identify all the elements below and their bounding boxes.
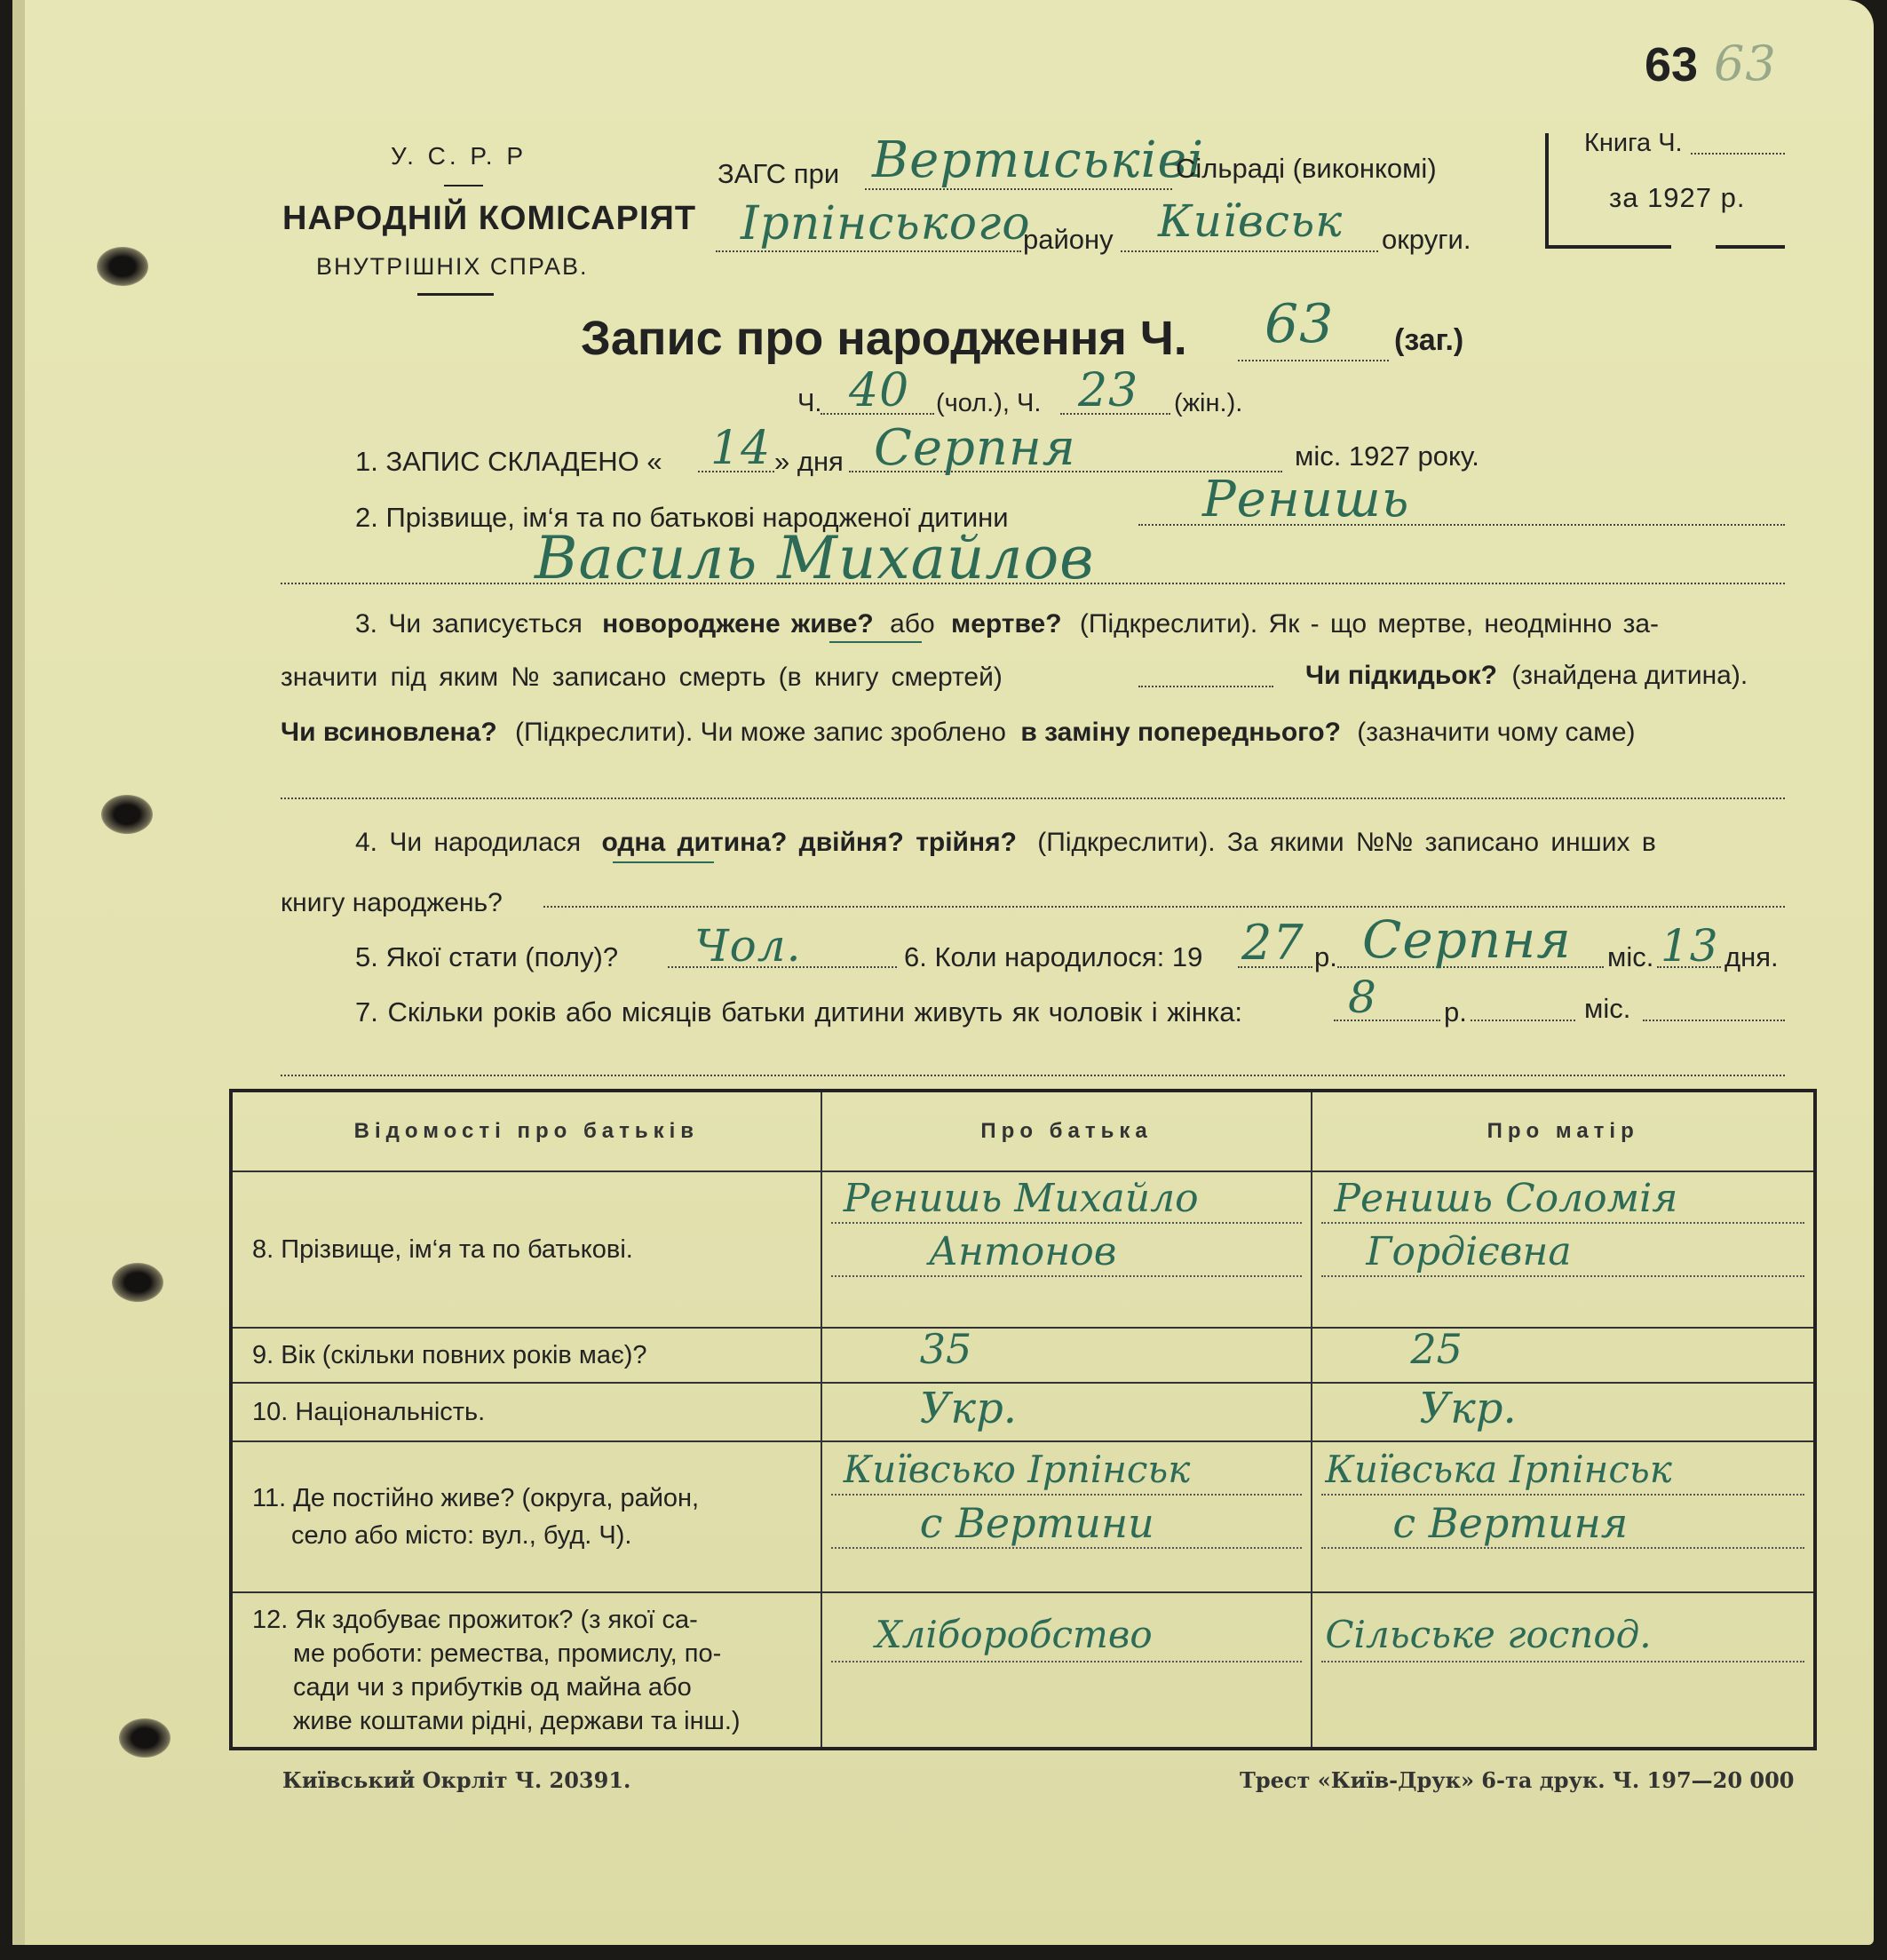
fill-line <box>1321 1661 1804 1662</box>
father-patronymic-handwritten: Антонов <box>928 1229 1117 1274</box>
birth-day-handwritten: 13 <box>1661 920 1719 972</box>
foundling-option: Чи підкидьок? <box>1305 661 1497 690</box>
table-row <box>231 1171 1815 1328</box>
left-binding-edge <box>12 0 25 1945</box>
table-row <box>231 1441 1815 1592</box>
item-3-line-2-tail <box>1305 661 1748 691</box>
mother-occupation-handwritten: Сільське господ. <box>1325 1613 1652 1656</box>
item-5-label: 5. Якої стати (полу)? <box>355 941 619 972</box>
book-label: Книга Ч. <box>1584 129 1683 157</box>
item-3-text: (Підкреслити). Чи може запис зроблено <box>515 718 1006 747</box>
column-header: Про матір <box>1312 1091 1815 1171</box>
row-label-line: 11. Де постійно живе? (округа, район, <box>252 1484 700 1512</box>
table-row <box>231 1592 1815 1749</box>
fill-line <box>1321 1494 1804 1496</box>
row-label-line: живе коштами рідні, держави та інш.) <box>293 1706 741 1735</box>
months-label: міс. <box>1584 993 1631 1024</box>
district-label: району <box>1023 224 1114 255</box>
mother-occupation-cell <box>1312 1592 1815 1749</box>
book-year: за 1927 р. <box>1609 182 1746 213</box>
table-header-row <box>231 1091 1815 1171</box>
father-name-cell <box>821 1171 1312 1328</box>
commissariat-title: НАРОДНІЙ КОМІСАРІЯТ <box>282 200 697 237</box>
record-year-label: міс. 1927 року. <box>1295 440 1479 472</box>
punch-hole <box>97 247 148 286</box>
record-number-handwritten: 63 <box>1265 293 1335 355</box>
record-month-handwritten: Серпня <box>874 419 1076 477</box>
mother-age-handwritten: 25 <box>1410 1325 1463 1373</box>
page-number: 63 <box>1645 38 1699 91</box>
row-label-line: ме роботи: ремества, промислу, по- <box>293 1639 722 1668</box>
record-day-handwritten: 14 <box>710 422 772 475</box>
father-age-cell <box>821 1325 1312 1383</box>
table-row <box>231 1328 1815 1383</box>
item-4-text: (Підкреслити). За якими №№ записано инших в <box>1037 828 1656 857</box>
item-4-multiplicity-options: одна дитина? двійня? трійня? <box>601 828 1017 857</box>
father-residence-cell <box>821 1441 1312 1592</box>
republic-label: У. С. Р. Р <box>391 142 527 170</box>
fill-line <box>1321 1547 1804 1549</box>
item-7-label: 7. Скільки років або місяців батьки дитини живуть як чоловік і жінка: <box>355 996 1243 1028</box>
footer-printer: Трест «Київ-Друк» 6-та друк. Ч. 197—20 000 <box>1240 1767 1795 1793</box>
okrug-handwritten: Київськ <box>1158 195 1344 247</box>
page-number-handwritten: 63 <box>1714 36 1777 91</box>
parents-table <box>229 1089 1817 1750</box>
father-nationality-handwritten: Укр. <box>919 1384 1018 1433</box>
father-occupation-handwritten: Хліборобство <box>875 1613 1153 1656</box>
item-3-line-2 <box>281 663 1003 693</box>
fill-line <box>281 797 1785 799</box>
father-occupation-cell <box>821 1592 1312 1749</box>
father-nationality-cell <box>821 1383 1312 1441</box>
fill-line <box>543 906 1785 908</box>
mother-name-handwritten: Ренишь Соломія <box>1334 1176 1678 1221</box>
year-label: р. <box>1314 941 1337 972</box>
village-handwritten: Вертиськіві <box>872 131 1205 189</box>
zags-suffix: Сільраді (виконкомі) <box>1176 153 1437 184</box>
child-sex-handwritten: Чол. <box>694 920 802 972</box>
fill-line <box>1238 360 1389 361</box>
row-label <box>231 1441 821 1592</box>
day-label: » дня <box>774 446 844 477</box>
okrug-label: округи. <box>1382 224 1471 255</box>
book-box-border <box>1545 133 1549 247</box>
row-label: 10. Національність. <box>231 1383 821 1441</box>
item-2-label: 2. Прізвище, ім‘я та по батькові народженої дитини <box>355 502 1009 533</box>
divider <box>444 185 483 186</box>
underline-mark <box>829 641 922 643</box>
mother-nationality-handwritten: Укр. <box>1419 1384 1517 1433</box>
department-label: ВНУТРІШНІХ СПРАВ. <box>316 253 589 280</box>
years-label: р. <box>1444 996 1467 1028</box>
mother-nationality-cell <box>1312 1383 1815 1441</box>
fill-line <box>281 1075 1785 1076</box>
column-header: Відомості про батьків <box>231 1091 821 1171</box>
column-header: Про батька <box>821 1091 1312 1171</box>
mother-name-cell <box>1312 1171 1815 1328</box>
father-residence-line-1-handwritten: Київсько Ірпінськ <box>843 1448 1191 1491</box>
marriage-years-handwritten: 8 <box>1348 972 1377 1023</box>
record-title: Запис про народження Ч. <box>581 312 1187 365</box>
fill-line <box>1643 1020 1785 1021</box>
district-handwritten: Ірпінського <box>741 197 1031 250</box>
fill-line <box>1321 1222 1804 1224</box>
father-name-handwritten: Ренишь Михайло <box>843 1176 1199 1221</box>
item-3-text: 3. Чи записується <box>355 609 583 639</box>
row-label-line: село або місто: вул., буд. Ч). <box>291 1521 632 1550</box>
mother-residence-line-2-handwritten: с Вертиня <box>1392 1499 1629 1547</box>
item-3-line-3 <box>281 718 1636 748</box>
item-3-alive-option: новороджене живе? <box>602 609 874 639</box>
fill-line <box>1138 686 1273 687</box>
fill-line <box>831 1547 1303 1549</box>
divider <box>417 293 494 296</box>
row-label: 8. Прізвище, ім‘я та по батькові. <box>231 1171 821 1328</box>
mother-residence-line-1-handwritten: Київська Ірпінськ <box>1325 1448 1672 1491</box>
birth-month-handwritten: Серпня <box>1362 909 1572 970</box>
underline-mark <box>613 861 714 863</box>
father-age-handwritten: 35 <box>919 1325 972 1373</box>
row-label <box>231 1592 821 1749</box>
item-3-line-1 <box>355 609 1659 639</box>
male-label: (чол.), Ч. <box>936 389 1042 417</box>
item-6-label: 6. Коли народилося: 19 <box>904 941 1203 972</box>
fill-line <box>831 1222 1303 1224</box>
mother-patronymic-handwritten: Гордієвна <box>1366 1229 1572 1274</box>
item-3-text: (Підкреслити). Як - що мертве, неодмінно за- <box>1079 609 1660 639</box>
item-4-line-2: книгу народжень? <box>281 888 503 917</box>
male-prefix: Ч. <box>797 389 822 417</box>
footer-publisher: Київський Окрліт Ч. 20391. <box>282 1767 631 1793</box>
day-label: дня. <box>1724 941 1779 972</box>
mother-residence-cell <box>1312 1441 1815 1592</box>
mother-age-cell <box>1312 1325 1815 1383</box>
child-name-handwritten: Василь Михайлов <box>535 524 1095 592</box>
punch-hole <box>101 795 153 834</box>
total-label: (заг.) <box>1394 323 1464 357</box>
fill-line <box>716 250 1021 252</box>
fill-line <box>831 1494 1303 1496</box>
row-label: 9. Вік (скільки повних років має)? <box>231 1328 821 1383</box>
month-label: міс. <box>1607 941 1654 972</box>
item-4-text: 4. Чи народилася <box>355 828 582 857</box>
female-label: (жін.). <box>1174 389 1243 417</box>
book-box-border <box>1545 245 1671 249</box>
fill-line <box>1121 250 1378 252</box>
row-label-line: сади чи з прибутків од майна або <box>293 1672 692 1702</box>
male-count-handwritten: 40 <box>849 364 910 417</box>
item-4-line-1 <box>355 828 1656 858</box>
fill-line <box>1691 153 1785 155</box>
item-3-text: або <box>890 609 935 639</box>
punch-hole <box>112 1263 163 1302</box>
child-surname-handwritten: Ренишь <box>1202 471 1410 528</box>
item-3-text: значити під яким № записано смерть (в книгу смертей) <box>281 663 1003 692</box>
item-3-text: (зазначити чому саме) <box>1357 718 1636 747</box>
book-box-border <box>1716 245 1785 249</box>
zags-prefix: ЗАГС при <box>718 158 840 189</box>
father-residence-line-2-handwritten: с Вертини <box>919 1499 1154 1547</box>
fill-line <box>831 1275 1303 1277</box>
item-3-dead-option: мертве? <box>951 609 1062 639</box>
fill-line <box>1471 1020 1575 1021</box>
replacement-option: в заміну попереднього? <box>1020 718 1341 747</box>
fill-line <box>831 1661 1303 1662</box>
punch-hole <box>119 1718 170 1758</box>
adopted-option: Чи всиновлена? <box>281 718 497 747</box>
birth-year-handwritten: 27 <box>1241 915 1304 971</box>
row-label-line: 12. Як здобуває прожиток? (з якої са- <box>252 1605 698 1634</box>
item-1-label: 1. ЗАПИС СКЛАДЕНО « <box>355 446 662 477</box>
table-row <box>231 1383 1815 1441</box>
item-3-text: (знайдена дитина). <box>1511 661 1748 690</box>
female-count-handwritten: 23 <box>1078 364 1139 417</box>
fill-line <box>1321 1275 1804 1277</box>
